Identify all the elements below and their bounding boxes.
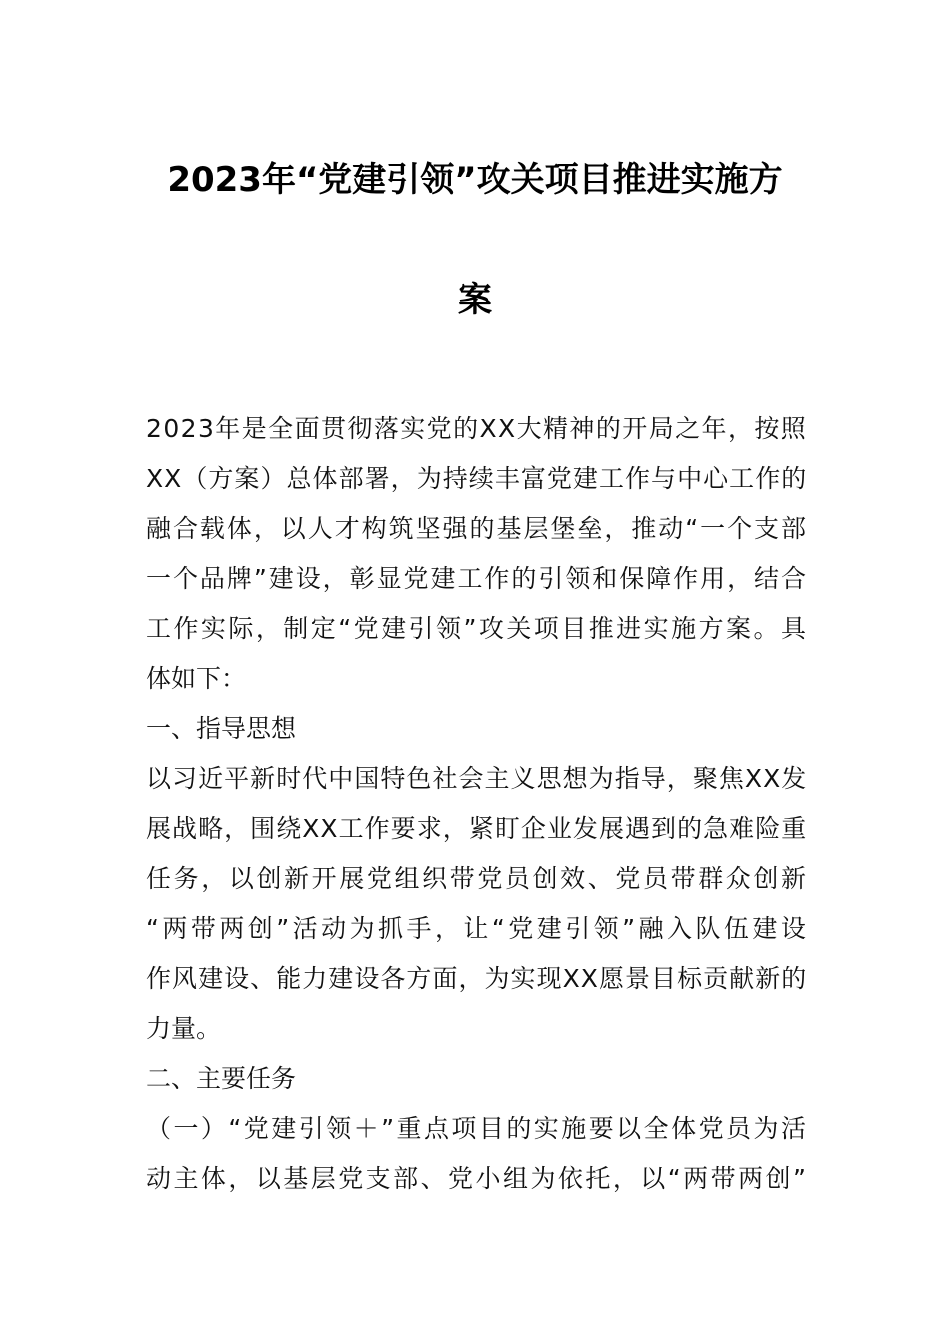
document-title-line-1: 2023年“党建引领”攻关项目推进实施方: [167, 160, 783, 200]
body-line: 工作实际，制定“党建引领”攻关项目推进实施方案。具: [146, 614, 809, 643]
body-line: 展战略，围绕XX工作要求，紧盯企业发展遇到的急难险重: [146, 814, 808, 843]
body-line: 作风建设、能力建设各方面，为实现XX愿景目标贡献新的: [146, 964, 808, 993]
body-line: （一）“党建引领＋”重点项目的实施要以全体党员为活: [146, 1114, 809, 1143]
body-line: 融合载体，以人才构筑坚强的基层堡垒，推动“一个支部: [146, 514, 808, 543]
section-heading: 二、主要任务: [146, 1064, 297, 1093]
body-line: XX（方案）总体部署，为持续丰富党建工作与中心工作的: [146, 464, 808, 493]
body-line: 一个品牌”建设，彰显党建工作的引领和保障作用，结合: [146, 564, 808, 593]
document-title-line-2: 案: [458, 280, 492, 320]
section-heading: 一、指导思想: [146, 714, 297, 743]
body-line: 以习近平新时代中国特色社会主义思想为指导，聚焦XX发: [146, 764, 808, 793]
body-line: “两带两创”活动为抓手，让“党建引领”融入队伍建设: [146, 914, 810, 943]
body-line: 动主体，以基层党支部、党小组为依托，以“两带两创”: [146, 1164, 809, 1193]
body-line: 2023年是全面贯彻落实党的XX大精神的开局之年，按照: [146, 414, 808, 443]
body-line: 体如下：: [146, 664, 247, 693]
body-line: 力量。: [146, 1014, 222, 1043]
body-line: 任务，以创新开展党组织带党员创效、党员带群众创新: [146, 864, 809, 893]
